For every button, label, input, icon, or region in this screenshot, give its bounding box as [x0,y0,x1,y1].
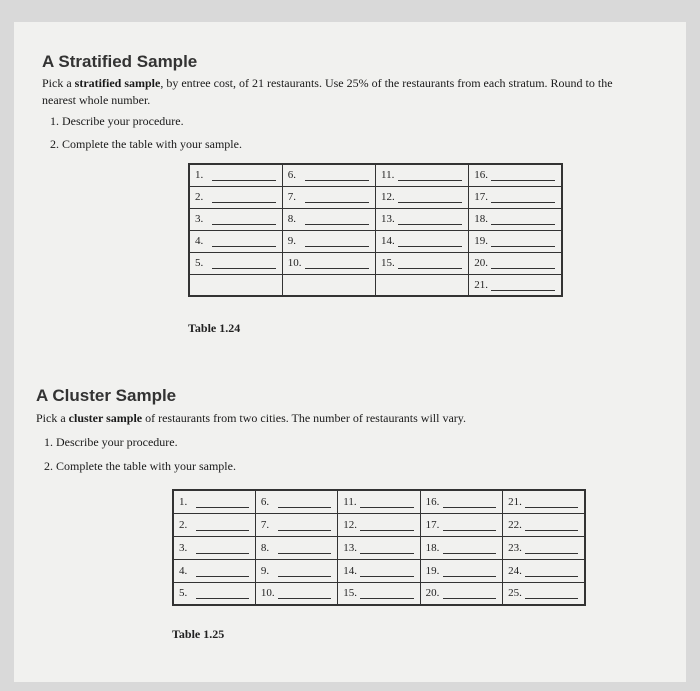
table-row [189,164,562,186]
table-row [189,208,562,230]
answer-blank[interactable] [305,267,369,269]
answer-blank[interactable] [196,552,249,554]
answer-blank[interactable] [525,506,578,508]
table-cell[interactable] [282,164,375,186]
entry-number: 18. [474,213,488,225]
answer-blank[interactable] [360,597,413,599]
entry-number: 15. [381,257,395,269]
answer-blank[interactable] [525,597,578,599]
entry-number: 24. [508,564,522,577]
answer-blank[interactable] [443,506,496,508]
table-row [189,186,562,208]
entry-number: 11. [343,495,357,508]
answer-blank[interactable] [398,223,462,225]
stratified-intro-line2: nearest whole number. [42,93,151,107]
table-cell[interactable] [282,208,375,230]
table-cell[interactable] [173,513,255,536]
table-row [173,582,585,605]
table-cell[interactable] [503,490,585,513]
entry-number: 25. [508,587,522,600]
answer-blank[interactable] [443,575,496,577]
entry-number: 9. [287,235,296,247]
table-cell[interactable] [255,490,337,513]
entry-number: 13. [343,541,358,554]
stratified-title: A Stratified Sample [42,52,198,71]
table-cell[interactable] [469,230,562,252]
table-cell[interactable] [338,513,420,536]
table-row [189,230,562,252]
table-row [173,513,585,536]
table-cell[interactable] [469,208,562,230]
entry-number: 4. [179,564,188,577]
answer-blank[interactable] [525,529,578,531]
entry-number: 3. [179,541,188,554]
entry-number: 1. [179,495,188,508]
entry-number: 13. [381,213,395,225]
entry-number: 20. [425,587,440,600]
table-cell[interactable] [376,230,469,252]
answer-blank[interactable] [305,201,369,203]
answer-blank[interactable] [278,529,331,531]
answer-blank[interactable] [278,552,331,554]
table-cell[interactable] [255,536,337,559]
table-cell[interactable] [420,559,502,582]
table-cell[interactable] [189,252,282,274]
entry-number: 9. [260,564,270,577]
table-row [173,536,585,559]
entry-number: 12. [343,518,358,531]
table-cell[interactable] [469,274,562,296]
table-cell[interactable] [376,208,469,230]
stratified-step-1: 1. Describe your procedure. [50,114,184,128]
table-cell[interactable] [469,252,562,274]
answer-blank[interactable] [398,267,462,269]
answer-blank[interactable] [305,179,369,181]
table-cell[interactable] [189,208,282,230]
answer-blank[interactable] [491,267,555,269]
entry-number: 16. [474,169,488,182]
table-cell[interactable] [420,490,502,513]
table-cell[interactable] [503,513,585,536]
answer-blank[interactable] [491,223,555,225]
table-cell[interactable] [255,582,337,605]
entry-number: 14. [381,235,395,247]
answer-blank[interactable] [360,506,413,508]
entry-number: 2. [179,518,188,531]
entry-number: 3. [195,213,204,225]
table-cell[interactable] [282,252,375,274]
answer-blank[interactable] [360,575,413,577]
cluster-step-2: 2. Complete the table with your sample. [44,459,236,473]
table-cell[interactable] [173,582,255,605]
answer-blank[interactable] [196,575,249,577]
stratified-step-2: 2. Complete the table with your sample. [50,137,242,151]
table-cell[interactable] [503,582,585,605]
entry-number: 5. [195,257,204,269]
answer-blank[interactable] [360,552,413,554]
answer-blank[interactable] [196,529,249,531]
table-cell[interactable] [189,230,282,252]
table-cell[interactable] [255,513,337,536]
answer-blank[interactable] [212,267,276,269]
answer-blank[interactable] [491,245,555,247]
entry-number: 5. [179,587,188,600]
entry-number: 16. [425,495,440,508]
table-cell [282,274,375,296]
table-cell[interactable] [338,536,420,559]
table-cell[interactable] [282,230,375,252]
answer-blank[interactable] [305,223,369,225]
answer-blank[interactable] [443,529,496,531]
table-cell[interactable] [420,536,502,559]
entry-number: 17. [425,518,440,531]
entry-number: 15. [343,587,358,600]
answer-blank[interactable] [443,597,496,599]
entry-number: 8. [260,541,270,554]
answer-blank[interactable] [491,201,555,203]
answer-blank[interactable] [212,201,276,203]
table-cell[interactable] [338,490,420,513]
entry-number: 7. [287,191,296,203]
answer-blank[interactable] [212,223,276,225]
table-cell[interactable] [173,559,255,582]
table-cell[interactable] [189,164,282,186]
entry-number: 14. [343,564,358,577]
entry-number: 6. [287,169,296,182]
entry-number: 19. [425,564,440,577]
entry-number: 12. [381,191,395,203]
answer-blank[interactable] [212,179,276,181]
answer-blank[interactable] [491,289,555,291]
stratified-intro-line1: Pick a stratified sample, by entree cost, of 21 restaurants. Use 25% of the restaurants from each stratum. Round to the [42,76,613,90]
table-row [189,274,562,296]
table-1-24-caption: Table 1.24 [188,321,241,335]
table-cell[interactable] [338,559,420,582]
answer-blank[interactable] [525,575,578,577]
answer-blank[interactable] [278,575,331,577]
answer-blank[interactable] [443,552,496,554]
table-cell[interactable] [376,252,469,274]
entry-number: 10. [287,257,302,269]
entry-number: 10. [260,587,275,600]
cluster-title: A Cluster Sample [36,386,177,405]
entry-number: 8. [287,213,296,225]
table-cell [376,274,469,296]
table-cell [189,274,282,296]
table-cell[interactable] [173,536,255,559]
table-cell[interactable] [420,582,502,605]
entry-number: 21. [508,495,522,508]
table-row [173,490,585,513]
table-1-25-caption: Table 1.25 [172,627,225,641]
table-cell[interactable] [503,559,585,582]
answer-blank[interactable] [196,506,249,508]
answer-blank[interactable] [278,597,331,599]
answer-blank[interactable] [525,552,578,554]
answer-blank[interactable] [398,179,462,181]
entry-number: 2. [195,191,204,203]
entry-number: 19. [474,235,488,247]
entry-number: 11. [381,169,395,182]
table-cell[interactable] [189,186,282,208]
table-cell[interactable] [376,164,469,186]
answer-blank[interactable] [278,506,331,508]
table-cell[interactable] [282,186,375,208]
table-cell[interactable] [420,513,502,536]
entry-number: 6. [260,495,270,508]
entry-number: 21. [474,278,488,291]
table-row [189,252,562,274]
answer-blank[interactable] [212,245,276,247]
answer-blank[interactable] [491,179,555,181]
answer-blank[interactable] [360,529,413,531]
cluster-intro: Pick a cluster sample of restaurants from two cities. The number of restaurants will vary. [36,411,467,425]
entry-number: 22. [508,518,522,531]
entry-number: 4. [195,235,204,247]
answer-blank[interactable] [398,245,462,247]
answer-blank[interactable] [305,245,369,247]
table-cell[interactable] [503,536,585,559]
entry-number: 20. [474,257,488,269]
table-cell[interactable] [338,582,420,605]
table-cell[interactable] [469,164,562,186]
table-cell[interactable] [376,186,469,208]
entry-number: 17. [474,191,488,203]
answer-blank[interactable] [398,201,462,203]
table-cell[interactable] [469,186,562,208]
answer-blank[interactable] [196,597,249,599]
cluster-sample-table [172,489,586,606]
table-row [173,559,585,582]
entry-number: 1. [195,169,204,182]
cluster-step-1: 1. Describe your procedure. [44,435,178,449]
entry-number: 7. [260,518,270,531]
entry-number: 18. [425,541,440,554]
stratified-sample-table [188,163,563,297]
table-cell[interactable] [173,490,255,513]
entry-number: 23. [508,541,522,554]
table-cell[interactable] [255,559,337,582]
